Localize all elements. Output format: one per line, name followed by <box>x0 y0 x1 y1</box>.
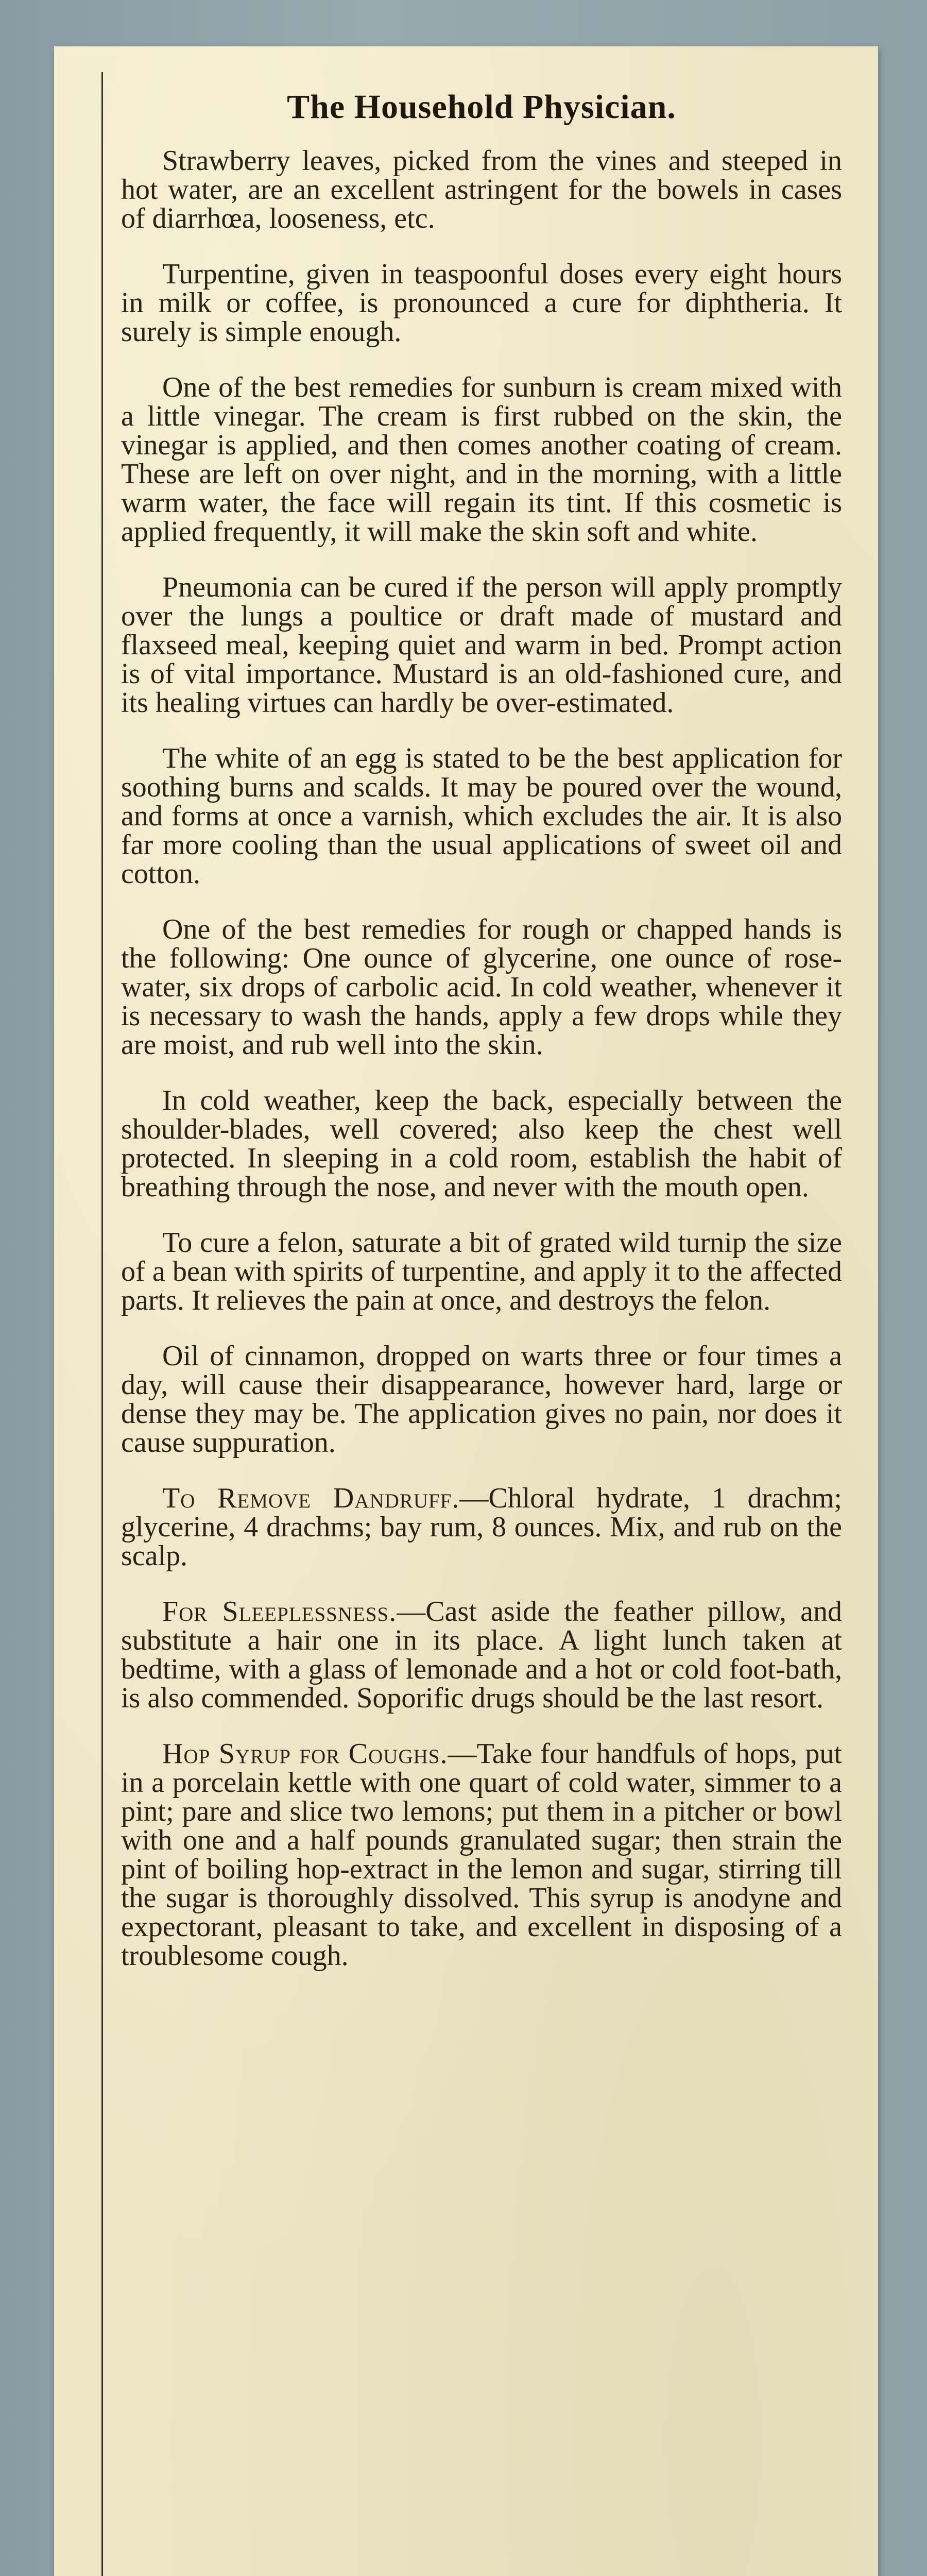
paragraph-warts <box>121 1342 842 1457</box>
paragraph-felon <box>121 1228 842 1315</box>
paragraph-turpentine <box>121 260 842 346</box>
paragraph-text: To cure a felon, saturate a bit of grated wild turnip the size of a bean with spirits of turpentine, and apply it to the affected parts. It relieves the pain at once, and destroys the felon. <box>121 1227 842 1316</box>
paragraph-text: Strawberry leaves, picked from the vines and steeped in hot water, are an excellent astringent for the bowels in cases of diarrhœa, looseness, etc. <box>121 145 842 234</box>
paragraph-text: —Take four handfuls of hops, put in a porcelain kettle with one quart of cold water, simmer to a pint; pare and slice two lemons; put them in a pitcher or bowl with one and a half pounds granulated sugar; then strain the pint of boiling hop-extract in the lemon and sugar, stirring till the sugar is thoroughly dissolved. This syrup is anodyne and expectorant, pleasant to take, and excellent in disposing of a troublesome cough. <box>121 1738 842 1972</box>
paragraph-text: One of the best remedies for sunburn is cream mixed with a little vinegar. The cream is first rubbed on the skin, the vinegar is applied, and then comes another coating of cream. These are left on over night, and in the morning, with a little warm water, the face will regain its tint. If this cosmetic is applied frequently, it will make the skin soft and white. <box>121 371 842 548</box>
column-rule-left <box>101 72 103 2576</box>
paragraph-text: Turpentine, given in teaspoonful doses every eight hours in milk or coffee, is pronounced a cure for diphtheria. It surely is simple enough. <box>121 258 842 348</box>
paragraph-text: One of the best remedies for rough or chapped hands is the following: One ounce of glycerine, one ounce of rose-water, six drops of carbolic acid. In cold weather, whenever it is necessary to wash the hands, apply a few drops while they are moist, and rub well into the skin. <box>121 913 842 1061</box>
paragraph-lead: To Remove Dandruff. <box>162 1482 460 1514</box>
paragraph-text: The white of an egg is stated to be the best application for soothing burns and scalds. It may be poured over the wound, and forms at once a varnish, which excludes the air. It is also far more cooling than the usual applications of sweet oil and cotton. <box>121 742 842 890</box>
paragraph-lead: Hop Syrup for Coughs. <box>162 1738 448 1770</box>
paragraph-hop-syrup <box>121 1739 842 1970</box>
paragraph-sunburn <box>121 373 842 546</box>
paragraph-text: —Chloral hydrate, 1 drachm; glycerine, 4 drachms; bay rum, 8 ounces. Mix, and rub on the scalp. <box>121 1482 842 1572</box>
paragraph-strawberry <box>121 146 842 233</box>
paragraph-sleeplessness <box>121 1597 842 1713</box>
newspaper-clipping <box>54 46 878 2576</box>
article-title: The Household Physician. <box>287 88 676 126</box>
paragraph-lead: For Sleeplessness. <box>162 1596 397 1628</box>
paragraph-text: Oil of cinnamon, dropped on warts three or four times a day, will cause their disappearance, however hard, large or dense they may be. The application gives no pain, nor does it cause suppuration. <box>121 1340 842 1459</box>
paragraph-text: —Cast aside the feather pillow, and substitute a hair one in its place. A light lunch taken at bedtime, with a glass of lemonade and a hot or cold foot-bath, is also commended. Soporific drugs should be the last resort. <box>121 1596 842 1714</box>
article-column <box>121 88 842 1997</box>
paragraph-cold-weather <box>121 1086 842 1201</box>
paragraph-text: Pneumonia can be cured if the person will apply promptly over the lungs a poultice or draft made of mustard and flaxseed meal, keeping quiet and warm in bed. Prompt action is of vital importance. Mustard is an old-fashioned cure, and its healing virtues can hardly be over-estimated. <box>121 571 842 719</box>
paragraph-burns <box>121 744 842 888</box>
paragraph-text: In cold weather, keep the back, especially between the shoulder-blades, well covered; also keep the chest well protected. In sleeping in a cold room, establish the habit of breathing through the nose, and never with the mouth open. <box>121 1084 842 1203</box>
paragraph-dandruff <box>121 1484 842 1570</box>
paragraph-pneumonia <box>121 573 842 717</box>
paragraph-chapped-hands <box>121 915 842 1059</box>
